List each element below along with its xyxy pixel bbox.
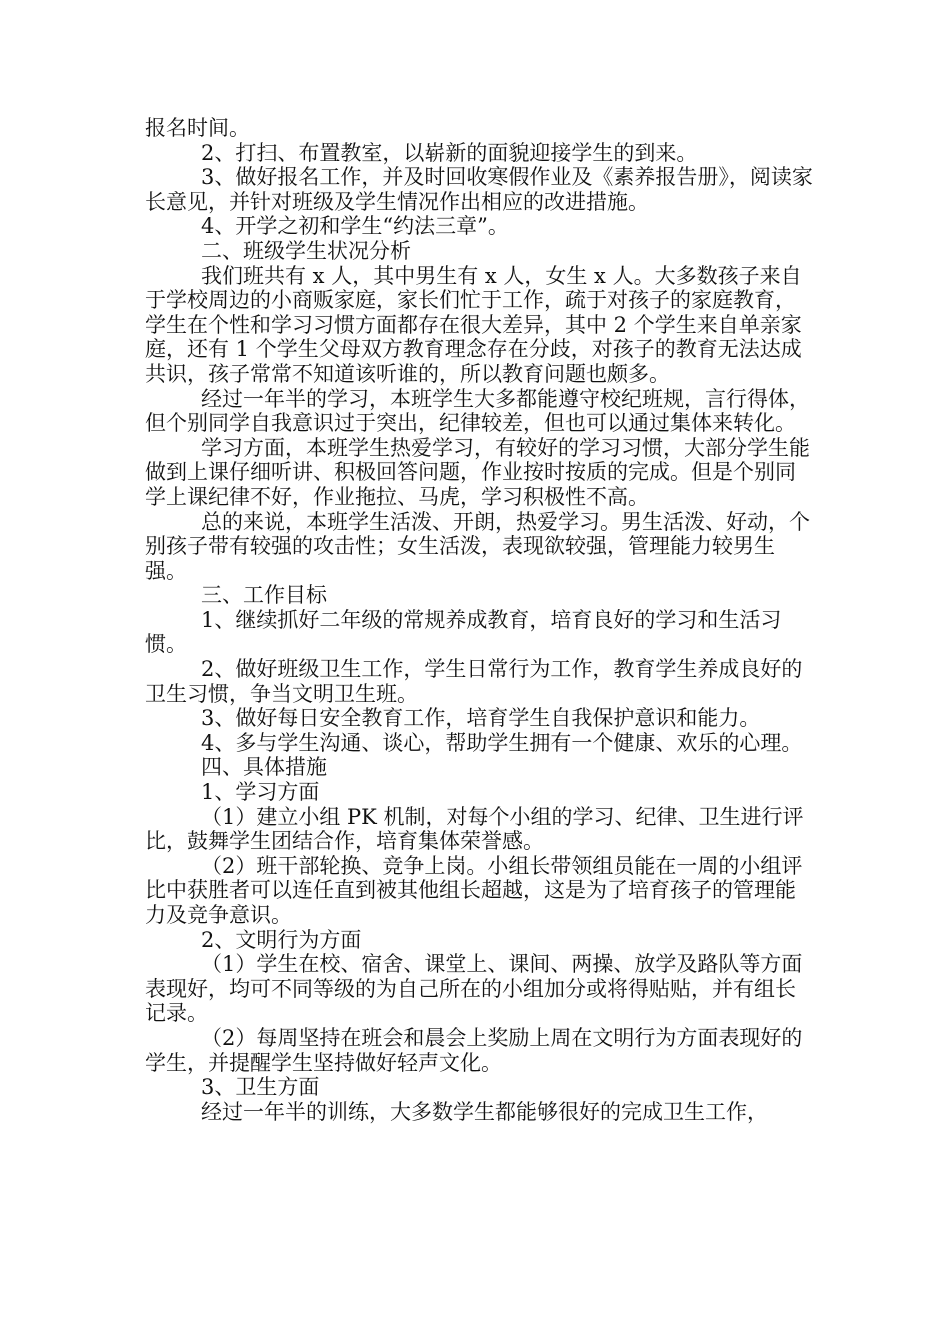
- section-heading: 1、学习方面: [201, 780, 320, 805]
- paragraph: 4、开学之初和学生“约法三章”。: [201, 214, 509, 239]
- paragraph: 4、多与学生沟通、谈心，帮助学生拥有一个健康、欢乐的心理。: [201, 730, 803, 755]
- paragraph: 经过一年半的学习，本班学生大多都能遵守校纪班规，言行得体，但个别同学自我意识过于突出，纪律较差，但也可以通过集体来转化。: [145, 386, 810, 436]
- paragraph: 3、做好每日安全教育工作，培育学生自我保护意识和能力。: [201, 706, 761, 731]
- paragraph: 2、打扫、布置教室，以崭新的面貌迎接学生的到来。: [201, 140, 698, 165]
- body-text: [145, 116, 815, 1124]
- section-heading: 三、工作目标: [201, 583, 327, 608]
- section-heading: 二、班级学生状况分析: [201, 238, 411, 263]
- paragraph: 我们班共有 x 人，其中男生有 x 人，女生 x 人。大多数孩子来自于学校周边的小商贩家庭，家长们忙于工作，疏于对孩子的家庭教育，学生在个性和学习习惯方面都存在很大差异，其中 2 个学生来自单亲家庭，还有 1 个学生父母双方教育理念存在分歧，对孩子的教育无法达成共识，孩子常常不知道该听谁的，所以教育问题也颇多。: [145, 263, 802, 386]
- paragraph: 学习方面，本班学生热爱学习，有较好的学习习惯，大部分学生能做到上课仔细听讲、积极回答问题，作业按时按质的完成。但是个别同学上课纪律不好，作业拖拉、马虎，学习积极性不高。: [145, 435, 810, 509]
- paragraph: （2）班干部轮换、竞争上岗。小组长带领组员能在一周的小组评比中获胜者可以连任直到被其他组长超越，这是为了培育孩子的管理能力及竞争意识。: [145, 853, 803, 927]
- paragraph: 总的来说，本班学生活泼、开朗，热爱学习。男生活泼、好动，个别孩子带有较强的攻击性；女生活泼，表现欲较强，管理能力较男生强。: [145, 509, 810, 583]
- section-heading: 四、具体措施: [201, 755, 327, 780]
- paragraph: 3、做好报名工作，并及时回收寒假作业及《素养报告册》，阅读家长意见，并针对班级及学生情况作出相应的改进措施。: [145, 165, 813, 214]
- section-heading: 3、卫生方面: [201, 1075, 320, 1100]
- paragraph: （1）建立小组 PK 机制，对每个小组的学习、纪律、卫生进行评比，鼓舞学生团结合作，培育集体荣誉感。: [145, 804, 804, 854]
- paragraph: （2）每周坚持在班会和晨会上奖励上周在文明行为方面表现好的学生，并提醒学生坚持做好轻声文化。: [145, 1025, 803, 1075]
- paragraph: 报名时间。: [145, 116, 250, 140]
- section-heading: 2、文明行为方面: [201, 927, 362, 952]
- paragraph: （1）学生在校、宿舍、课堂上、课间、两操、放学及路队等方面表现好，均可不同等级的为自己所在的小组加分或将得贴贴，并有组长记录。: [145, 952, 803, 1026]
- paragraph: 1、继续抓好二年级的常规养成教育，培育良好的学习和生活习惯。: [145, 607, 782, 657]
- paragraph: 2、做好班级卫生工作，学生日常行为工作，教育学生养成良好的卫生习惯，争当文明卫生班。: [145, 657, 803, 706]
- paragraph: 经过一年半的训练，大多数学生都能够很好的完成卫生工作，: [201, 1099, 768, 1124]
